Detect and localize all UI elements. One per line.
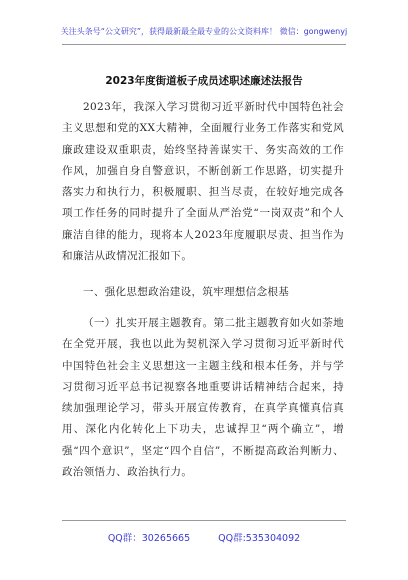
body-paragraph: （一）扎实开展主题教育。第二批主题教育如火如荼地在全党开展，我也以此为契机深入学习贯彻习近平新时代中国特色社会主义思想这一主题主线和根本任务，并与学习贯彻习近平总书记视察各地重要讲话精神结合起来，持续加强理论学习，带头开展宣传教育，在真学真懂真信真用、深化内化转化上下功夫，忠诚捍卫“两个确立”，增强“四个意识”，坚定“四个自信”，不断提高政治判断力、政治领悟力、政治执行力。 xyxy=(62,317,344,479)
footer-qq-group-1: QQ群：30265665 xyxy=(107,533,191,544)
document-title: 2023年度街道板子成员述职述廉述法报告 xyxy=(105,75,303,87)
section-heading: 一、强化思想政治建设，筑牢理想信念根基 xyxy=(83,286,290,298)
header-banner: 关注头条号“公文研究”，获得最新最全最专业的公文资料库！ 微信：gongwenyj xyxy=(60,27,348,36)
footer-qq-group-2: QQ群:535304092 xyxy=(218,533,301,544)
header-divider xyxy=(62,44,346,45)
footer xyxy=(0,530,408,544)
body-paragraph: 2023年，我深入学习贯彻习近平新时代中国特色社会主义思想和党的XX大精神，全面履行业务工作落实和党风廉政建设双重职责，始终坚持善谋实干、务实高效的工作作风，加强自身自警意识，不断创新工作思路，切实提升落实力和执行力，积极履职、担当尽责，在较好地完成各项工作任务的同时提升了全面从严治党“一岗双责”和个人廉洁自律的能力，现将本人2023年度履职尽责、担当作为和廉洁从政情况汇报如下。 xyxy=(62,101,344,263)
footer-divider xyxy=(62,520,346,521)
